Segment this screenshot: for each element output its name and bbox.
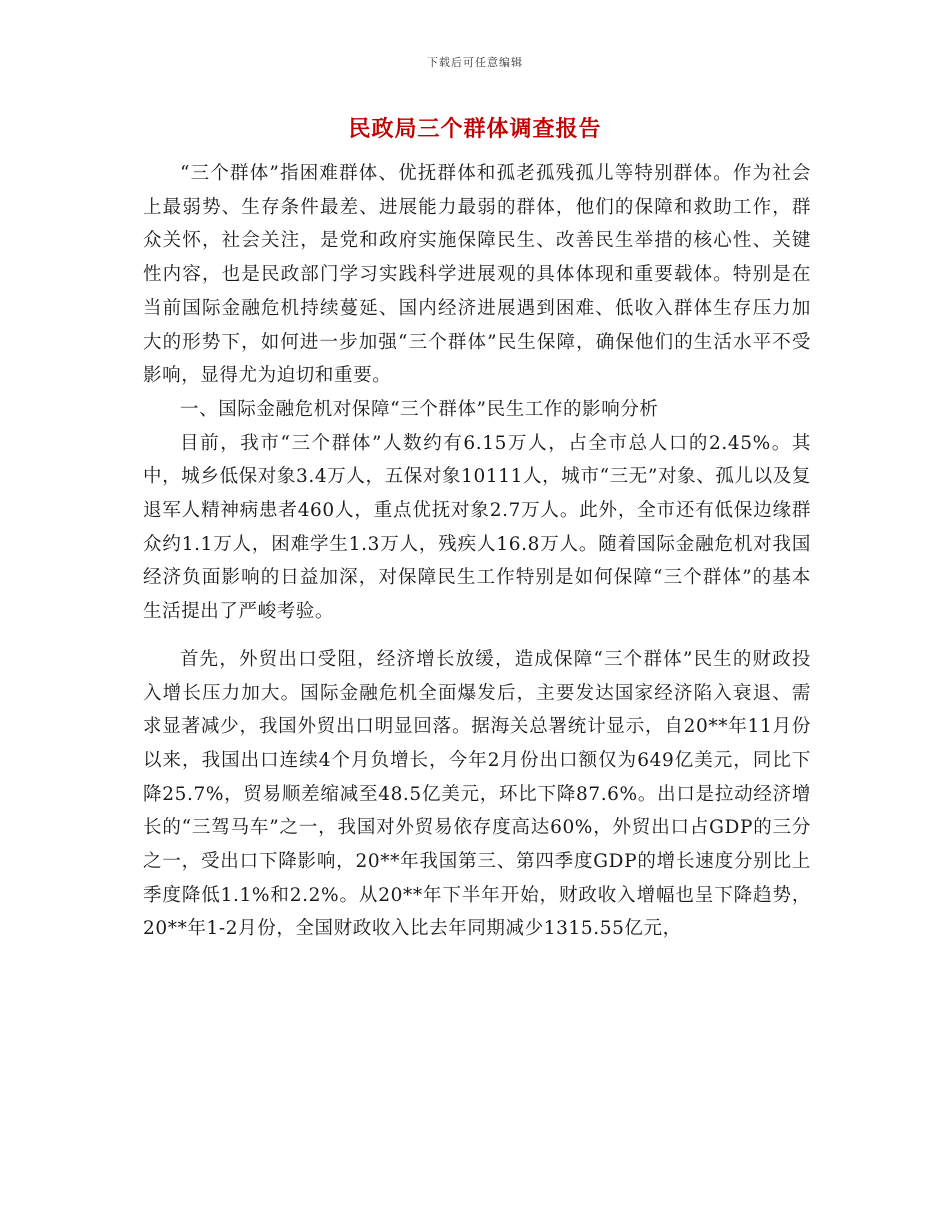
paragraph-statistics: 目前，我市“三个群体”人数约有6.15万人，占全市总人口的2.45%。其中，城乡低保对象3.4万人，五保对象10111人，城市“三无”对象、孤儿以及复退军人精神病患者460人，重点优抚对象2.7万人。此外，全市还有低保边缘群众约1.1万人，困难学生1.3万人，残疾人16.8万人。随着国际金融危机对我国经济负面影响的日益加深，对保障民生工作特别是如何保障“三个群体”的基本生活提出了严峻考验。 [143,432,811,623]
document-title: 民政局三个群体调查报告 [348,116,602,142]
header-note: 下载后可任意编辑 [427,56,523,69]
paragraph-intro: “三个群体”指困难群体、优抚群体和孤老孤残孤儿等特别群体。作为社会上最弱势、生存条件最差、进展能力最弱的群体，他们的保障和救助工作，群众关怀，社会关注，是党和政府实施保障民生、改善民生举措的核心性、关键性内容，也是民政部门学习实践科学进展观的具体体现和重要载体。特别是在当前国际金融危机持续蔓延、国内经济进展遇到困难、低收入群体生存压力加大的形势下，如何进一步加强“三个群体”民生保障，确保他们的生活水平不受影响，显得尤为迫切和重要。 [143,163,811,387]
paragraph-first-point: 首先，外贸出口受阻，经济增长放缓，造成保障“三个群体”民生的财政投入增长压力加大。国际金融危机全面爆发后，主要发达国家经济陷入衰退、需求显著减少，我国外贸出口明显回落。据海关总署统计显示，自20**年11月份以来，我国出口连续4个月负增长，今年2月份出口额仅为649亿美元，同比下降25.7%，贸易顺差缩减至48.5亿美元，环比下降87.6%。出口是拉动经济增长的“三驾马车”之一，我国对外贸易依存度高达60%，外贸出口占GDP的三分之一，受出口下降影响，20**年我国第三、第四季度GDP的增长速度分别比上季度降低1.1%和2.2%。从20**年下半年开始，财政收入增幅也呈下降趋势，20**年1-2月份，全国财政收入比去年同期减少1315.55亿元， [143,648,811,940]
section-heading: 一、国际金融危机对保障“三个群体”民生工作的影响分析 [180,398,659,420]
document-body [143,157,811,946]
